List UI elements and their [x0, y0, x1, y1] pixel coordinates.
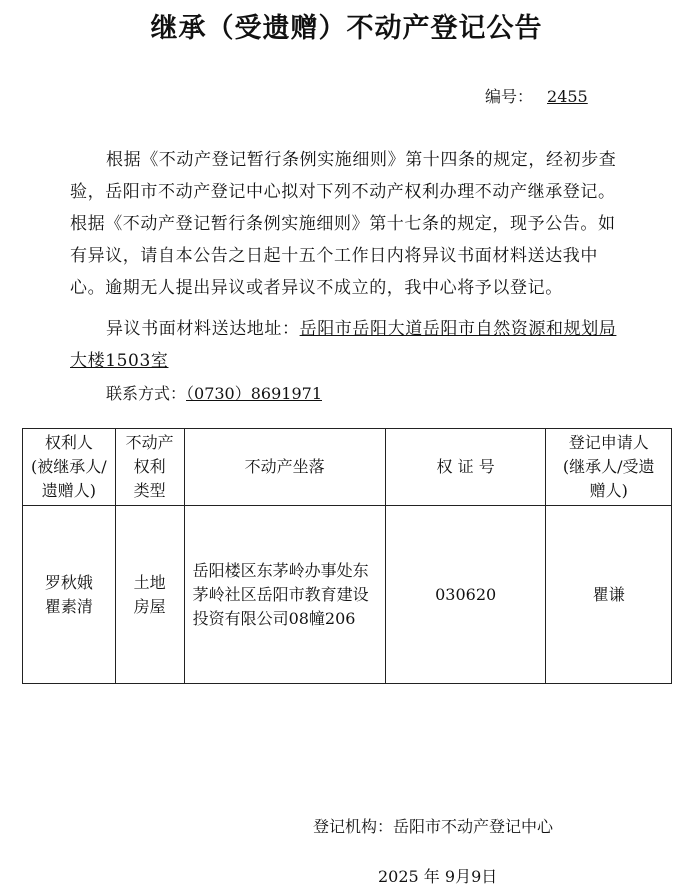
- property-table: [22, 428, 672, 684]
- header-location: 不动产坐落: [184, 429, 385, 506]
- document-number: [485, 84, 588, 107]
- page-title: 继承（受遗赠）不动产登记公告: [150, 13, 543, 44]
- document-number-value: 2455: [547, 87, 588, 106]
- table-row: [23, 506, 672, 684]
- cell-location: 岳阳楼区东茅岭办事处东茅岭社区岳阳市教育建设投资有限公司08幢206: [184, 506, 385, 684]
- contact-phone: （0730）8691971: [186, 384, 322, 403]
- issuing-organization: 登记机构：岳阳市不动产登记中心: [313, 817, 554, 836]
- cell-holder: 罗秋娥 瞿素清: [23, 506, 116, 684]
- table-header-row: [23, 429, 672, 506]
- header-applicant: 登记申请人 (继承人/受遗 赠人): [546, 429, 672, 506]
- cell-right-type: 土地 房屋: [115, 506, 184, 684]
- header-cert-no: 权 证 号: [385, 429, 546, 506]
- objection-address-paragraph: [70, 313, 626, 377]
- objection-address-label: 异议书面材料送达地址：: [106, 319, 300, 339]
- document-number-label: 编号：: [485, 87, 534, 106]
- objection-address: 岳阳市岳阳大道岳阳市自然资源和规划局大楼1503室: [70, 319, 617, 371]
- contact-info: [106, 381, 322, 404]
- header-right-type: 不动产 权利 类型: [115, 429, 184, 506]
- header-holder: 权利人 (被继承人/ 遗赠人): [23, 429, 116, 506]
- cell-cert-no: 030620: [385, 506, 546, 684]
- contact-label: 联系方式：: [106, 384, 187, 403]
- cell-applicant: 瞿谦: [546, 506, 672, 684]
- notice-paragraph: 根据《不动产登记暂行条例实施细则》第十四条的规定，经初步查验，岳阳市不动产登记中心拟对下列不动产权利办理不动产继承登记。根据《不动产登记暂行条例实施细则》第十七条的规定，现予公告。如有异议，请自本公告之日起十五个工作日内将异议书面材料送达我中心。逾期无人提出异议或者异议不成立的，我中心将予以登记。: [70, 150, 617, 298]
- issue-date: 2025 年 9月9日: [378, 867, 498, 886]
